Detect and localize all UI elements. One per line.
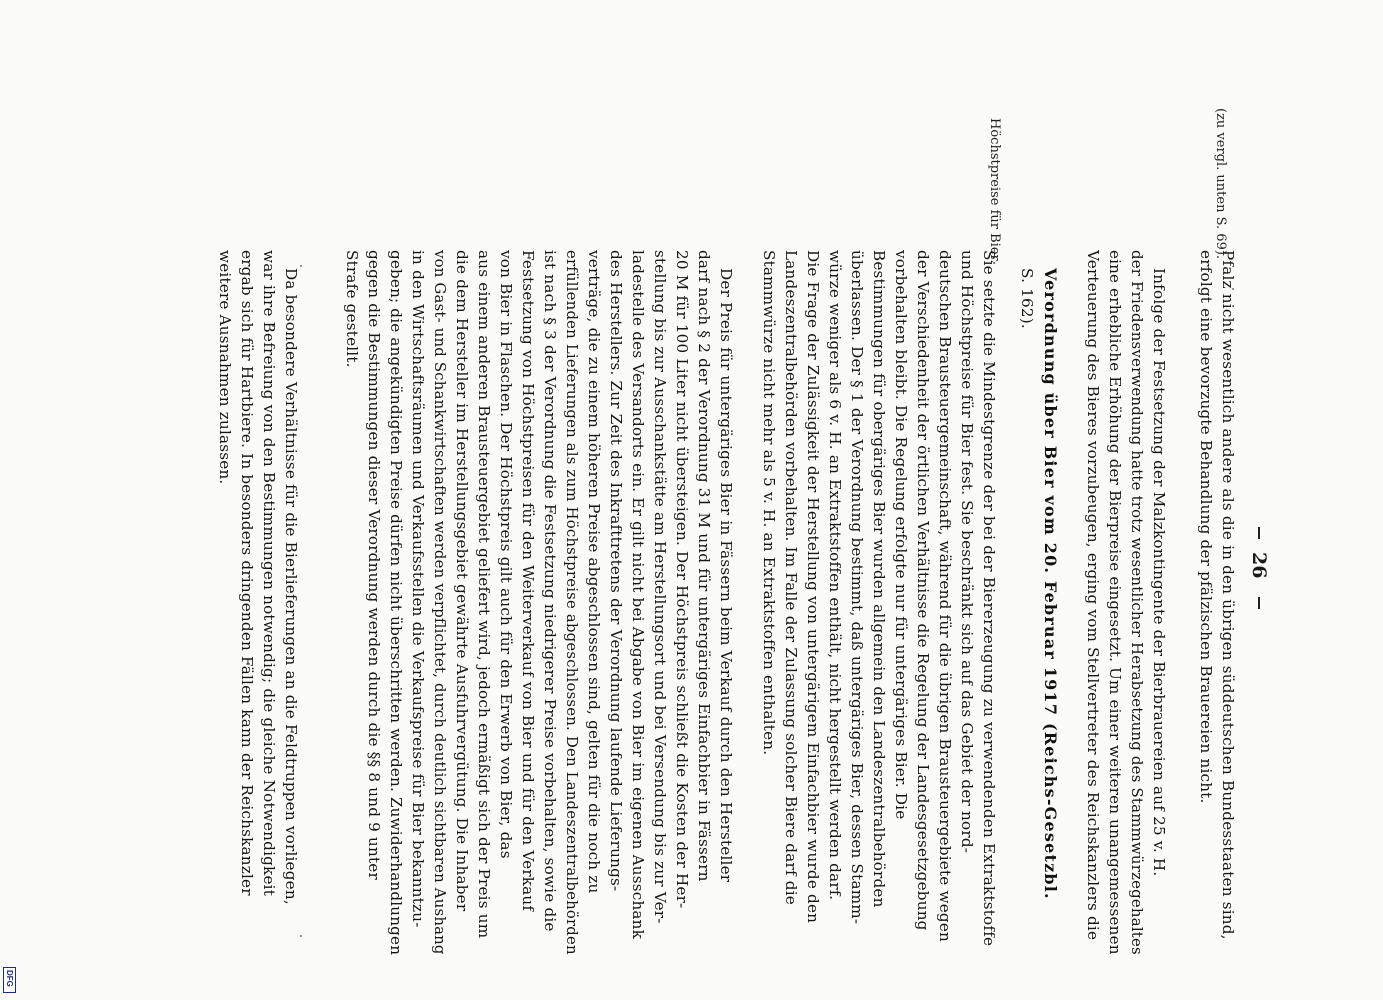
text-line: Landeszentralbehörden vorbehalten. Im Falle der Zulassung solcher Biere darf die	[782, 250, 800, 905]
dfg-logo-icon	[4, 968, 15, 992]
text-line: der Friedensverwendung hatte trotz wesentlicher Herabsetzung des Stammwürzegehaltes	[1128, 250, 1146, 955]
text-line: ladestelle des Versandorts ein. Er gilt nicht bei Abgabe von Bier im eigenen Ausschank	[629, 250, 647, 940]
text-line: geben; die angekündigten Preise dürfen nicht überschritten werden. Zuwiderhandlungen	[387, 250, 405, 956]
text-line: von Bier in Flaschen. Der Höchstpreis gilt auch für den Erwerb von Bier, das	[497, 250, 515, 859]
text-line: deutschen Brausteuergemeinschaft, während für die übrigen Brausteuergebiete wegen	[936, 250, 954, 942]
decree-heading-line: Verordnung über Bier vom 20. Februar 1917 (Reichs-Gesetzbl.	[1041, 268, 1060, 900]
text-line: des Herstellers. Zur Zeit des Inkrafttretens der Verordnung laufende Lieferungs-	[607, 250, 625, 892]
text-line: Strafe gestellt.	[343, 250, 361, 368]
text-line: war ihre Befreiung von den Bestimmungen notwendig; die gleiche Notwendigkeit	[260, 250, 278, 897]
text-line: und Höchstpreise für Bier fest. Sie beschränkt sich auf das Gebiet der nord-	[958, 250, 976, 854]
text-line: Da besondere Verhältnisse für die Bierlieferungen an die Feldtruppen vorliegen,	[282, 268, 300, 905]
text-line: ist nach § 3 der Verordnung die Festsetzung niedrigerer Preise vorbehalten, sowie die	[541, 250, 559, 932]
text-line: ergab sich für Hartbiere. In besonders dringenden Fällen kann der Reichskanzler	[238, 250, 256, 896]
text-line: Die Frage der Zulässigkeit der Herstellung von untergärigem Einfachbier wurde den	[804, 250, 822, 924]
text-line: erfolgt eine bevorzugte Behandlung der pfälzischen Brauereien nicht.	[1197, 250, 1215, 804]
text-line: Der Preis für untergäriges Bier in Fässern beim Verkauf durch den Hersteller	[717, 268, 735, 883]
text-line: würze weniger als 6 v. H. an Extraktstoffen enthält, nicht hergestellt werden darf.	[826, 250, 844, 901]
text-line: erfüllenden Lieferungen als zum Höchstpreise abgeschlossen. Den Landeszentralbehörden	[563, 250, 581, 955]
text-line: darf nach § 2 der Verordnung 31 M und für untergäriges Einfachbier in Fässern	[695, 250, 713, 882]
dfg-logo	[3, 967, 16, 993]
text-line: verträge, die zu einem höheren Preise abgeschlossen sind, gelten für die noch zu	[585, 250, 603, 894]
text-line: Verteuerung des Bieres vorzubeugen, erging vom Stellvertreter des Reichskanzlers die	[1084, 250, 1102, 941]
text-line: aus einem anderen Brausteuergebiet geliefert wird, jedoch ermäßigt sich der Preis um	[475, 250, 493, 939]
text-line: eine erhebliche Erhöhung der Bierpreise eingesetzt. Um einer weiteren unangemessenen	[1106, 250, 1124, 955]
page-number: 26	[1248, 552, 1270, 579]
margin-note-section-title: Höchstpreise für Bier.	[987, 118, 1002, 264]
text-line: gegen die Bestimmungen dieser Verordnung werden durch die §§ 8 und 9 unter	[365, 250, 383, 880]
text-line: Infolge der Festsetzung der Malzkontingente der Bierbrauereien auf 25 v. H.	[1150, 268, 1168, 877]
scan-speck	[300, 265, 302, 267]
text-line: weitere Ausnahmen zulassen.	[216, 250, 234, 485]
text-line: S. 162).	[1018, 268, 1036, 329]
text-line: die dem Hersteller im Herstellungsgebiet gewährte Ausfuhrvergütung. Die Inhaber	[453, 250, 471, 912]
scan-speck	[300, 935, 302, 937]
dfg-logo-label: DFG	[5, 970, 14, 987]
text-line: überlassen. Der § 1 der Verordnung bestimmt, daß untergäriges Bier, dessen Stamm-	[848, 250, 866, 925]
text-line: Bestimmungen für obergäriges Bier wurden allgemein den Landeszentralbehörden	[870, 250, 888, 908]
dfg-footer	[2, 600, 16, 995]
text-line: Pfalz nicht wesentlich andere als die in den übrigen süddeutschen Bundesstaaten sind,	[1219, 250, 1237, 940]
text-line: der Verschiedenheit der örtlichen Verhältnisse die Regelung der Landesgesetzgebung	[914, 250, 932, 931]
text-line: 20 M für 100 Liter nicht übersteigen. Der Höchstpreis schließt die Kosten der Her-	[673, 250, 691, 909]
text-line: Stammwürze nicht mehr als 5 v. H. an Extraktstoffen enthalten.	[760, 250, 778, 756]
text-line: in den Wirtschaftsräumen und Verkaufsstellen die Verkaufspreise für Bier bekanntzu-	[409, 250, 427, 928]
text-line: stellung bis zur Ausschankstätte am Herstellungsort und bei Versendung bis zur Ver-	[651, 250, 669, 924]
margin-note-reference: (zu vergl. unten S. 69).	[1213, 108, 1228, 260]
page-number-dash-top	[1258, 527, 1260, 539]
text-line: Sie setzte die Mindestgrenze der bei der Biererzeugung zu verwendenden Extraktstoffe	[980, 250, 998, 947]
text-line: Festsetzung von Höchstpreisen für den Weiterverkauf von Bier und für den Verkauf	[519, 250, 537, 912]
text-line: vorbehalten bleibt. Die Regelung erfolgte nur für untergäriges Bier. Die	[892, 250, 910, 820]
page-number-dash-bottom	[1258, 597, 1260, 609]
text-line: von Gast- und Schankwirtschaften werden verpflichtet, durch deutlich sichtbaren Aushang	[431, 250, 449, 955]
